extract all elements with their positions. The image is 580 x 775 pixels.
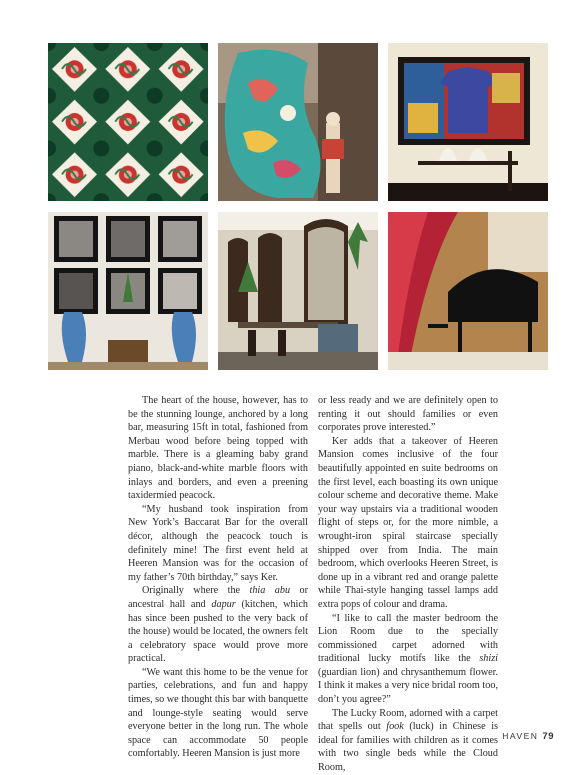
ceramic-vase-photo	[218, 43, 378, 201]
framed-photographs-wall	[48, 212, 208, 370]
paragraph: The heart of the house, however, has to be the stunning lounge, anchored by a long bar, measuring 15ft in total, fashioned from Merbau wood before being topped with marble. There is a gleaming baby grand piano, black-and-white marble floors with inlays and borders, and even a preening taxidermied peacock.	[128, 395, 308, 502]
lounge-bar-mirrors-photo	[218, 212, 378, 370]
page-folio	[502, 731, 554, 742]
tile-pattern-photo	[48, 43, 208, 201]
paragraph: The Lucky Room, adorned with a carpet that spells out fook (luck) in Chinese is ideal for families with children as it comes with two single beds while the Cloud Room,	[318, 707, 498, 774]
paragraph: “I like to call the master bedroom the Lion Room due to the specially commissioned carpet adorned with traditional lucky motifs like the shizi (guardian lion) and chrysanthemum flower. I think it makes a very nice bridal room too, don’t you agree?”	[318, 612, 498, 706]
text-column-left	[128, 394, 308, 761]
paragraph: Originally where the thia abu or ancestral hall and dapur (kitchen, which has since been pushed to the very back of the house) would be located, the owners felt a celebratory space would prove more practical.	[128, 585, 308, 665]
grand-piano-curtain-photo	[388, 212, 548, 370]
page-number: 79	[542, 731, 554, 742]
framed-textile-photo	[388, 43, 548, 201]
magazine-name: HAVEN	[502, 731, 539, 741]
paragraph: or less ready and we are definitely open to renting it out should families or even corporates prove interested.”	[318, 395, 498, 434]
paragraph: “We want this home to be the venue for parties, celebrations, and fun and happy times, so we thought this bar with banquette and lounge-style seating would serve everyone better in the long run. The whole space can accommodate 50 people comfortably. Heeren Mansion is just more	[128, 666, 308, 760]
paragraph: “My husband took inspiration from New York’s Baccarat Bar for the overall décor, although the peacock touch is definitely mine! The first event held at Heeren Mansion was for the occasion of my father’s 70th birthday,” says Ker.	[128, 503, 308, 583]
text-column-right	[318, 394, 498, 775]
paragraph: Ker adds that a takeover of Heeren Mansion comes inclusive of the four beautifully appointed en suite bedrooms on the first level, each boasting its own unique colour scheme and decorative theme. Make your way upstairs via a traditional wooden flight of steps or, for the more nimble, a wrought-iron spiral staircase specially shipped over from India. The main bedroom, which overlooks Heeren Street, is done up in a vibrant red and orange palette while Thai-style hanging tassel lamps add extra pops of colour and drama.	[318, 435, 498, 610]
